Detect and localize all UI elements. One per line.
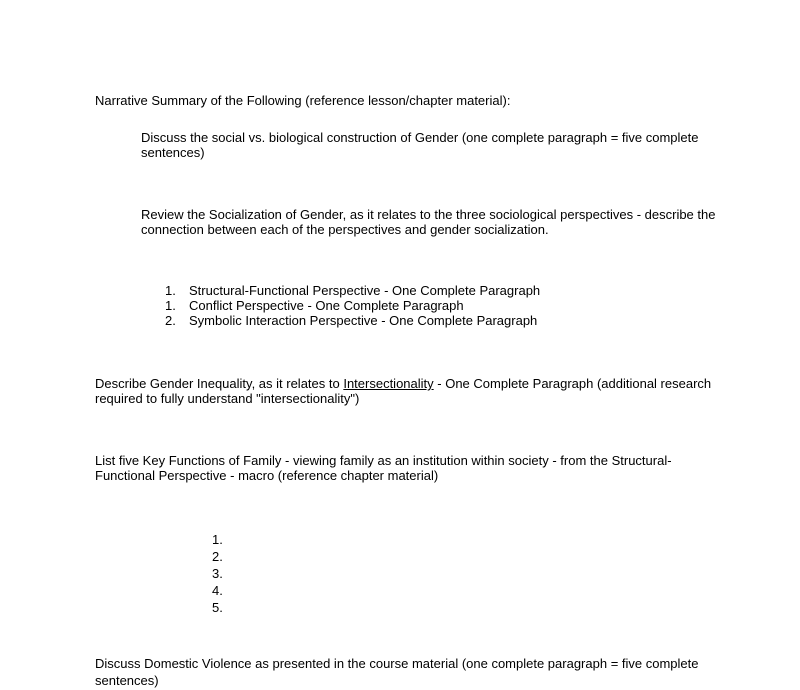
question-gender-construction: Discuss the social vs. biological construction of Gender (one complete paragraph = five complete sentences) <box>141 130 699 160</box>
question-gender-socialization: Review the Socialization of Gender, as it relates to the three sociological perspectives - describe the connection between each of the perspectives and gender socialization. <box>141 207 716 237</box>
intersectionality-term: Intersectionality <box>343 376 434 391</box>
list-item-text: Structural-Functional Perspective - One Complete Paragraph <box>189 283 541 298</box>
list-item-number: 2. <box>212 549 223 564</box>
list-item <box>165 298 540 313</box>
list-item-number: 4. <box>212 583 223 598</box>
list-item-number: 5. <box>212 600 223 615</box>
question-domestic-violence: Discuss Domestic Violence as presented in the course material (one complete paragraph = five complete sentences) <box>95 656 699 688</box>
list-item <box>212 599 228 616</box>
question-gender-inequality <box>95 376 715 406</box>
question-family-functions: List five Key Functions of Family - viewing family as an institution within society - from the Structural-Functional Perspective - macro (reference chapter material) <box>95 453 672 483</box>
list-item-text: Symbolic Interaction Perspective - One Complete Paragraph <box>189 313 538 328</box>
list-item <box>212 531 228 548</box>
intro-heading: Narrative Summary of the Following (reference lesson/chapter material): <box>95 93 511 108</box>
question-text-before: Describe Gender Inequality, as it relates to <box>95 376 344 391</box>
list-item-number: 1. <box>165 283 176 298</box>
list-item-number: 2. <box>165 313 176 328</box>
list-item-text: Conflict Perspective - One Complete Paragraph <box>189 298 464 313</box>
functions-list <box>212 531 228 616</box>
list-item <box>212 565 228 582</box>
question-text-after: - One Complete Paragraph (additional research required to fully understand "intersectionality") <box>95 376 712 406</box>
list-item-number: 3. <box>212 566 223 581</box>
list-item <box>212 548 228 565</box>
list-item-number: 1. <box>212 532 223 547</box>
list-item-number: 1. <box>165 298 176 313</box>
list-item <box>165 313 540 328</box>
perspectives-list <box>165 283 540 328</box>
list-item <box>212 582 228 599</box>
list-item <box>165 283 540 298</box>
